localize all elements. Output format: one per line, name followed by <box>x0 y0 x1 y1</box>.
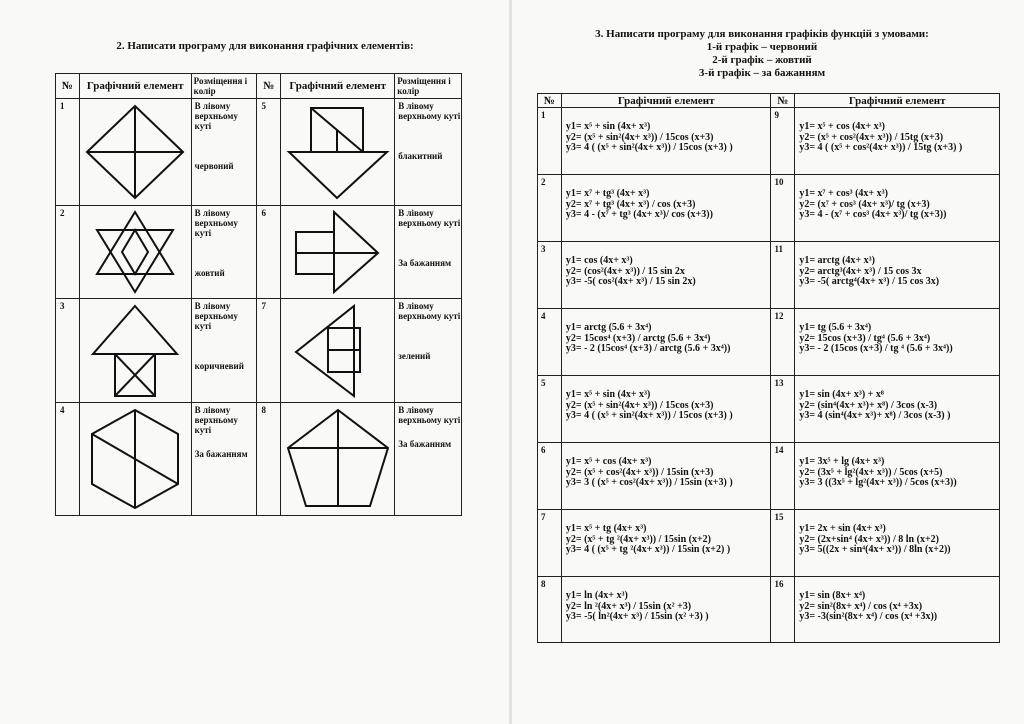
shapes-table <box>55 73 462 516</box>
task3-heading <box>542 28 982 80</box>
formula-line: y1= x⁵ + tg (4x+ x³) <box>565 523 647 534</box>
formula-line: y2= (3x⁵ + lg²(4x+ x³)) / 5cos (x+5) <box>799 466 943 478</box>
formula-cell <box>561 577 771 643</box>
color-text: За бажанням <box>398 258 452 268</box>
formula-cell <box>561 443 771 510</box>
formula-line: y3= -5( ln²(4x+ x³) / 15sin (x² +3) ) <box>565 611 709 622</box>
row-number: 15 <box>771 510 795 577</box>
formula-line: y3= 3 ( (x⁵ + cos²(4x+ x³)) / 15sin (x+3) ) <box>565 477 733 488</box>
color-text: червоний <box>194 161 234 171</box>
right-page <box>512 0 1024 724</box>
place-text: В лівому верхньому куті <box>398 301 461 321</box>
place-cell <box>191 299 257 403</box>
row-number: 11 <box>771 242 795 309</box>
formula-line: y1= tg (5.6 + 3x⁴) <box>799 322 872 333</box>
formula-line: y1= x⁵ + cos (4x+ x³) <box>565 456 652 467</box>
color-text: жовтий <box>194 268 225 278</box>
place-cell <box>395 403 462 516</box>
row-number: 7 <box>257 299 281 403</box>
row-number: 6 <box>257 206 281 299</box>
place-text: В лівому верхньому куті <box>194 101 238 131</box>
table-row <box>538 309 1000 376</box>
header-num: № <box>538 94 562 108</box>
row-number: 5 <box>538 376 562 443</box>
row-number: 1 <box>538 108 562 175</box>
formula-cell <box>561 376 771 443</box>
formula-line: y2= (x⁵ + sin²(4x+ x³)) / 15cos (x+3) <box>565 131 714 143</box>
header-num: № <box>56 74 80 99</box>
formula-line: y1= x⁷ + cos³ (4x+ x³) <box>799 188 888 199</box>
table-row <box>538 108 1000 175</box>
place-cell <box>191 99 257 206</box>
row-number: 10 <box>771 175 795 242</box>
formula-cell <box>795 577 1000 643</box>
row-number: 4 <box>538 309 562 376</box>
table-row <box>538 510 1000 577</box>
formula-line: y2= (x⁵ + sin²(4x+ x³)) / 15cos (x+3) <box>565 399 714 411</box>
formula-line: y2= (x⁵ + cos²(4x+ x³)) / 15tg (x+3) <box>799 131 944 143</box>
row-number: 16 <box>771 577 795 643</box>
formula-line: y1= sin (8x+ x⁴) <box>799 590 866 601</box>
formula-line: y1= 2x + sin (4x+ x³) <box>799 523 886 534</box>
formula-line: y1= x⁵ + cos (4x+ x³) <box>799 121 885 132</box>
formula-line: y3= -5( arctg⁴(4x+ x³) / 15 cos 3x) <box>799 276 940 287</box>
functions-table-body <box>538 108 1000 643</box>
formula-line: y2= sin²(8x+ x⁴) / cos (x⁴ +3x) <box>799 600 923 612</box>
task3-title: 3. Написати програму для виконання графіків функцій з умовами: <box>595 28 929 40</box>
formula-line: y1= cos (4x+ x³) <box>565 255 633 266</box>
formula-line: y1= x⁵ + sin (4x+ x³) <box>565 389 651 400</box>
place-cell <box>395 99 462 206</box>
header-place: Розміщення і колір <box>395 74 462 99</box>
row-number: 8 <box>257 403 281 516</box>
left-page <box>0 0 510 724</box>
formula-line: y2= (x⁷ + cos³ (4x+ x³)/ tg (x+3) <box>799 198 930 210</box>
formula-line: y3= 4 ( (x⁵ + cos²(4x+ x³)) / 15tg (x+3) ) <box>799 142 963 153</box>
rhombus-cross-icon <box>79 99 191 206</box>
row-number: 7 <box>538 510 562 577</box>
place-cell <box>395 299 462 403</box>
color-text: блакитний <box>398 151 443 161</box>
row-number: 2 <box>56 206 80 299</box>
formula-line: y1= ln (4x+ x³) <box>565 590 628 601</box>
table-row <box>56 206 462 299</box>
formula-line: y2= ln ²(4x+ x³) / 15sin (x² +3) <box>565 600 692 612</box>
table-row <box>56 99 462 206</box>
formula-cell <box>795 376 1000 443</box>
color-text: коричневий <box>194 361 244 371</box>
graph1-condition: 1-й графік – червоний <box>706 41 818 53</box>
color-text: За бажанням <box>194 449 248 459</box>
formula-line: y3= 4 ( (x⁵ + tg ²(4x+ x³)) / 15sin (x+2) ) <box>565 544 731 555</box>
place-text: В лівому верхньому куті <box>398 405 461 425</box>
table-row <box>538 175 1000 242</box>
row-number: 5 <box>257 99 281 206</box>
table-row <box>538 577 1000 643</box>
formula-line: y3= -3(sin²(8x+ x⁴) / cos (x⁴ +3x)) <box>799 611 938 622</box>
color-text: зелений <box>398 351 431 361</box>
row-number: 14 <box>771 443 795 510</box>
formula-cell <box>795 309 1000 376</box>
row-number: 9 <box>771 108 795 175</box>
formula-cell <box>795 443 1000 510</box>
formula-line: y3= -5( cos²(4x+ x³) / 15 sin 2x) <box>565 276 696 287</box>
formula-line: y1= sin (4x+ x³) + x⁸ <box>799 389 884 400</box>
color-text: За бажанням <box>398 439 452 449</box>
formula-line: y1= arctg (4x+ x³) <box>799 255 875 266</box>
place-text: В лівому верхньому куті <box>194 301 238 331</box>
hexagram-icon <box>79 206 191 299</box>
formula-line: y1= 3x⁵ + lg (4x+ x³) <box>799 456 885 467</box>
formula-line: y2= 15cos⁴ (x+3) / arctg (5.6 + 3x⁴) <box>565 332 711 344</box>
place-cell <box>395 206 462 299</box>
right-arrow-shape-icon <box>281 206 395 299</box>
formula-line: y3= 3 ((3x⁵ + lg²(4x+ x³)) / 5cos (x+3)) <box>799 477 957 488</box>
formula-cell <box>561 108 771 175</box>
down-arrow-shape-icon <box>281 99 395 206</box>
formula-cell <box>795 242 1000 309</box>
header-element: Графічний елемент <box>795 94 1000 108</box>
hexagon-icon <box>79 403 191 516</box>
row-number: 8 <box>538 577 562 643</box>
pentagon-icon <box>281 403 395 516</box>
formula-line: y2= (2x+sin⁴ (4x+ x³)) / 8 ln (x+2) <box>799 533 939 545</box>
formula-cell <box>561 309 771 376</box>
row-number: 3 <box>538 242 562 309</box>
row-number: 3 <box>56 299 80 403</box>
header-num: № <box>771 94 795 108</box>
table-row <box>538 376 1000 443</box>
place-text: В лівому верхньому куті <box>194 208 238 238</box>
table-row <box>56 299 462 403</box>
formula-line: y2= 15cos (x+3) / tg⁴ (5.6 + 3x⁴) <box>799 332 931 344</box>
header-element: Графічний елемент <box>79 74 191 99</box>
formula-cell <box>795 510 1000 577</box>
formula-line: y3= 5((2x + sin⁴(4x+ x³)) / 8ln (x+2)) <box>799 544 951 555</box>
functions-table <box>537 93 1000 643</box>
formula-line: y2= (x⁵ + tg ²(4x+ x³)) / 15sin (x+2) <box>565 533 711 545</box>
graph2-condition: 2-й графік – жовтий <box>712 54 812 66</box>
formula-line: y1= x⁵ + sin (4x+ x³) <box>565 121 651 132</box>
graph3-condition: 3-й графік – за бажанням <box>698 67 826 79</box>
formula-cell <box>561 242 771 309</box>
left-arrow-shape-icon <box>281 299 395 403</box>
formula-line: y3= 4 ( (x⁵ + sin²(4x+ x³)) / 15cos (x+3) ) <box>565 142 733 153</box>
formula-line: y2= arctg³(4x+ x³) / 15 cos 3x <box>799 265 922 277</box>
formula-line: y2= (sin⁴(4x+ x³)+ x⁸) / 3cos (x-3) <box>799 399 938 411</box>
formula-line: y3= 4 - (x⁷ + tg³ (4x+ x³)/ cos (x+3)) <box>565 209 713 220</box>
place-cell <box>191 206 257 299</box>
header-element: Графічний елемент <box>561 94 771 108</box>
row-number: 1 <box>56 99 80 206</box>
place-text: В лівому верхньому куті <box>398 101 461 121</box>
formula-line: y3= - 2 (15cos (x+3) / tg ⁴ (5.6 + 3x⁴)) <box>799 343 953 354</box>
formula-line: y2= (x⁵ + cos²(4x+ x³)) / 15sin (x+3) <box>565 466 714 478</box>
table-row <box>538 242 1000 309</box>
formula-line: y3= 4 - (x⁷ + cos³ (4x+ x³)/ tg (x+3)) <box>799 209 947 220</box>
place-cell <box>191 403 257 516</box>
up-arrow-shape-icon <box>79 299 191 403</box>
functions-table-header <box>538 94 1000 108</box>
header-num: № <box>257 74 281 99</box>
formula-cell <box>795 108 1000 175</box>
formula-line: y2= x⁷ + tg³ (4x+ x³) / cos (x+3) <box>565 198 696 210</box>
header-element: Графічний елемент <box>281 74 395 99</box>
formula-cell <box>561 175 771 242</box>
formula-line: y3= 4 ( (x⁵ + sin²(4x+ x³)) / 15cos (x+3) ) <box>565 410 733 421</box>
place-text: В лівому верхньому куті <box>194 405 238 435</box>
row-number: 4 <box>56 403 80 516</box>
formula-line: y3= - 2 (15cos⁴ (x+3) / arctg (5.6 + 3x⁴)) <box>565 343 731 354</box>
row-number: 6 <box>538 443 562 510</box>
table-row <box>538 443 1000 510</box>
shapes-table-header <box>56 74 462 99</box>
formula-line: y3= 4 (sin⁴(4x+ x³)+ x⁸) / 3cos (x-3) ) <box>799 410 951 421</box>
row-number: 12 <box>771 309 795 376</box>
formula-cell <box>795 175 1000 242</box>
task2-heading: 2. Написати програму для виконання графічних елементів: <box>116 40 414 52</box>
place-text: В лівому верхньому куті <box>398 208 461 228</box>
header-place: Розміщення і колір <box>191 74 257 99</box>
formula-line: y1= x⁷ + tg³ (4x+ x³) <box>565 188 650 199</box>
formula-line: y2= (cos²(4x+ x³)) / 15 sin 2x <box>565 265 685 277</box>
formula-line: y1= arctg (5.6 + 3x⁴) <box>565 322 652 333</box>
row-number: 2 <box>538 175 562 242</box>
table-row <box>56 403 462 516</box>
row-number: 13 <box>771 376 795 443</box>
formula-cell <box>561 510 771 577</box>
